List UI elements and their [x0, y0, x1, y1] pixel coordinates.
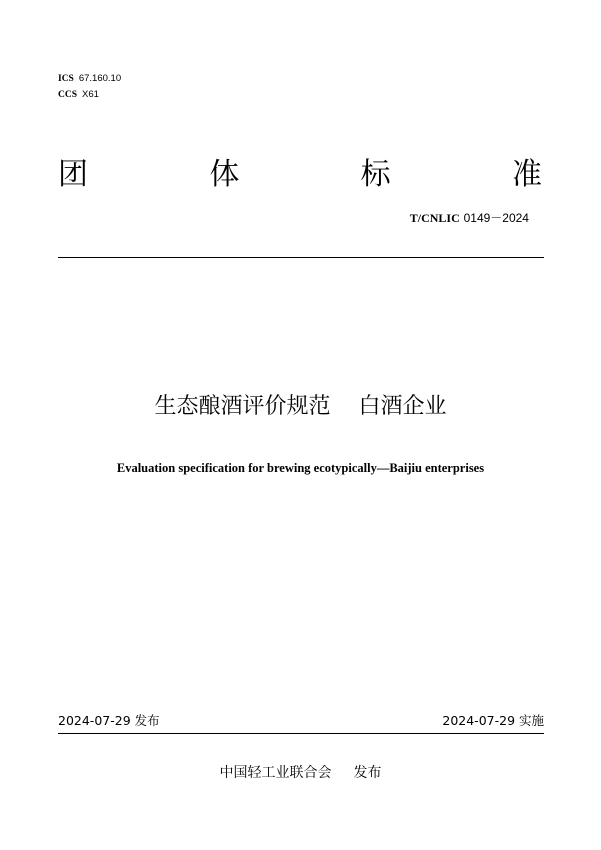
- standard-number: [410, 210, 529, 226]
- ccs-classification: [58, 89, 99, 101]
- standard-type-char: 标: [360, 157, 391, 192]
- ccs-label: CCS: [58, 90, 78, 100]
- top-divider: [58, 257, 544, 258]
- issue-date: 2024-07-29 发布: [58, 713, 160, 728]
- ics-label: ICS: [58, 74, 74, 84]
- english-title: Evaluation specification for brewing ecotypically—Baijiu enterprises: [116, 461, 485, 475]
- standard-number-prefix: T/CNLIC: [409, 211, 460, 225]
- standard-type-char: 体: [209, 157, 240, 192]
- ics-value: 67.160.10: [78, 73, 122, 84]
- chinese-title-sub: 白酒企业: [358, 394, 447, 419]
- chinese-title-main: 生态酿酒评价规范: [154, 394, 331, 419]
- publisher-action: 发布: [353, 765, 382, 781]
- standard-type-char: 团: [58, 157, 88, 192]
- publisher-organization: 中国轻工业联合会: [219, 765, 332, 781]
- ics-classification: [58, 73, 121, 85]
- ccs-value: X61: [82, 89, 99, 100]
- publisher: [0, 764, 601, 782]
- chinese-title: [0, 392, 601, 422]
- bottom-divider: [58, 733, 544, 734]
- standard-type-title: [58, 155, 542, 195]
- standard-type-char: 准: [511, 157, 542, 192]
- standard-number-value: 0149－2024: [463, 211, 529, 225]
- implementation-date: 2024-07-29 实施: [442, 713, 544, 728]
